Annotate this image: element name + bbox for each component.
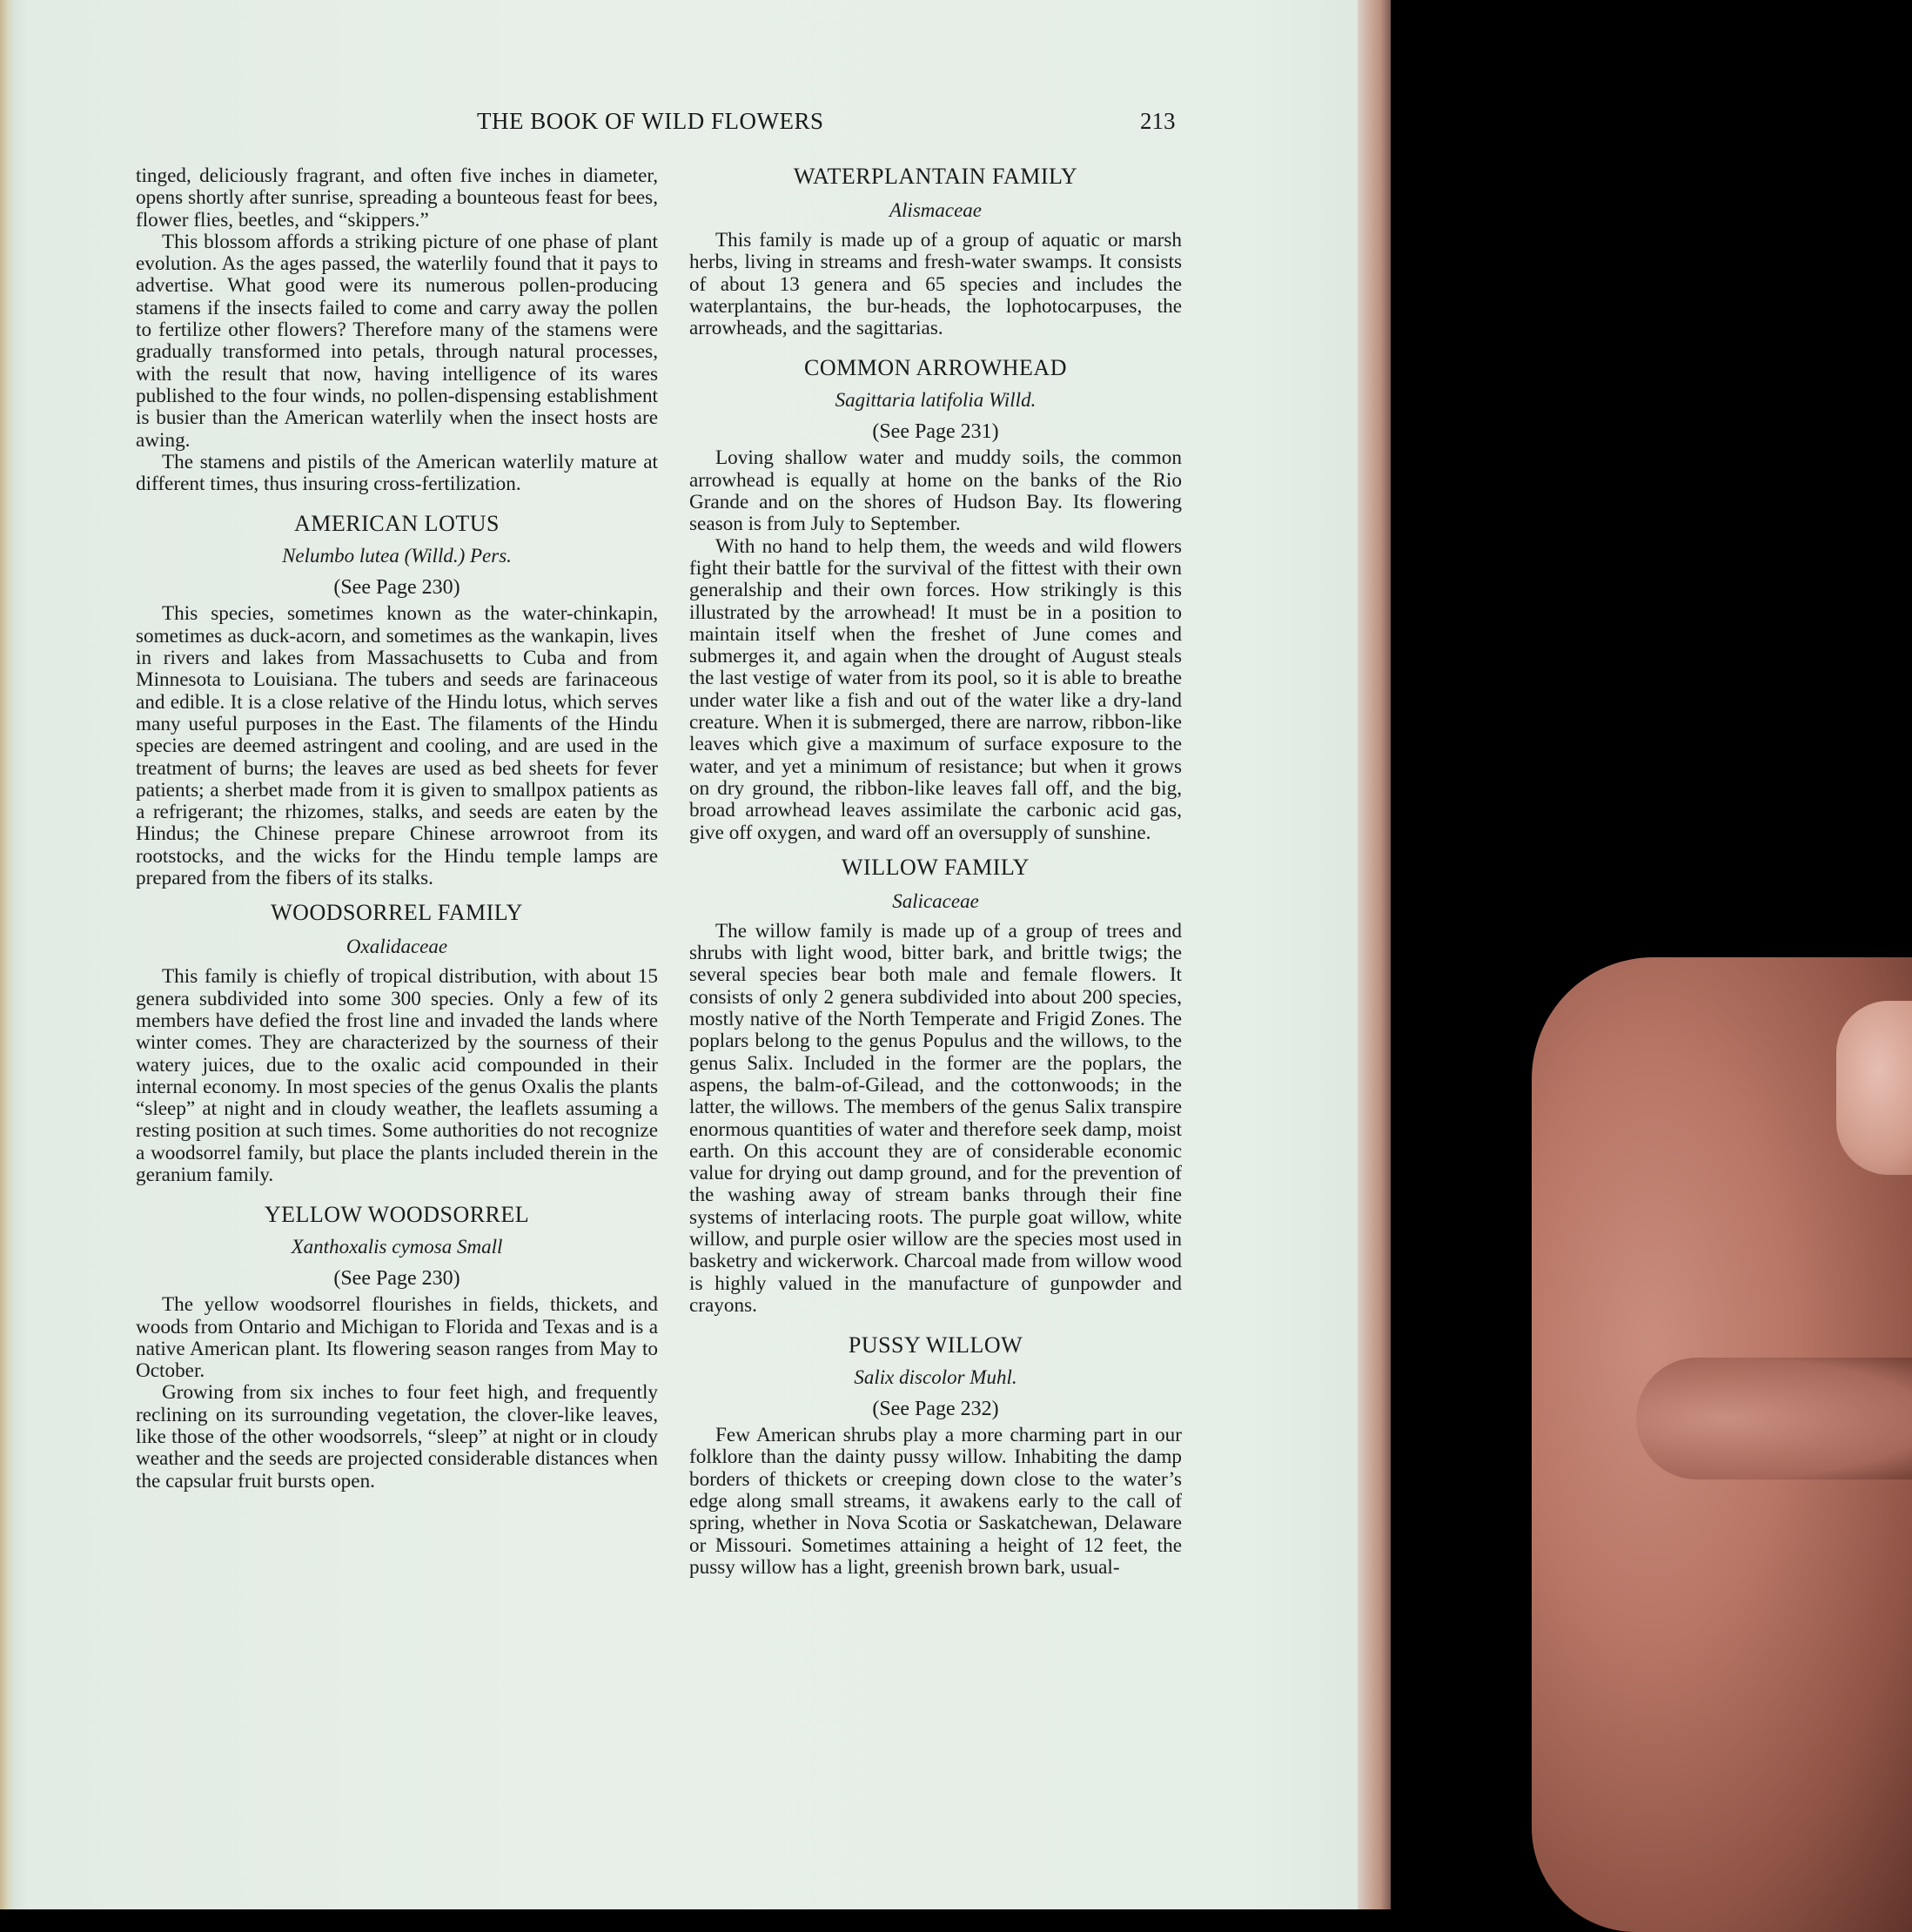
section-heading-willow-family: WILLOW FAMILY (842, 854, 1030, 880)
left-column (136, 165, 658, 1493)
page-header (131, 108, 1175, 143)
thumbnail-nail (1836, 1001, 1912, 1175)
paragraph: This family is chiefly of tropical distribution, with about 15 genera subdivided into some 300 species. Only a few of its members have defied the frost line and invaded the lands where winter comes. They are characterized by the sourness of their watery juices, due to the oxalic acid compounded in their internal economy. In most species of the genus Oxalis the plants “sleep” at night and in cloudy weather, the leaflets assuming a resting position at such times. Some authorities do not recognize a woodsorrel family, but place the plants included therein in the geranium family. (136, 965, 658, 1186)
page-reference: (See Page 230) (333, 576, 460, 600)
latin-name: Salicaceae (892, 889, 979, 912)
section-heading-pussy-willow: PUSSY WILLOW (848, 1332, 1023, 1358)
latin-name: Salix discolor Muhl. (854, 1366, 1017, 1389)
paragraph: The stamens and pistils of the American waterlily mature at different times, thus insuring cross-fertilization. (136, 450, 658, 496)
page-reference: (See Page 231) (872, 420, 999, 444)
page-number: 213 (1140, 108, 1176, 134)
page-reference: (See Page 230) (333, 1267, 460, 1291)
page-stack-edge (1358, 0, 1391, 1909)
latin-name: Sagittaria latifolia Willd. (835, 389, 1037, 412)
section-heading-yellow-woodsorrel: YELLOW WOODSORREL (264, 1202, 530, 1228)
paragraph: tinged, deliciously fragrant, and often five inches in diameter, opens shortly after sunrise, spreading a bounteous feast for bees, flower flies, beetles, and “skippers.” (136, 164, 658, 231)
latin-name: Oxalidaceae (346, 936, 448, 958)
paragraph: This species, sometimes known as the water-chinkapin, sometimes as duck-acorn, and sometimes as the wankapin, lives in rivers and lakes from Massachusetts to Cuba and from Minnesota to Louisiana. The tubers and seeds are farinaceous and edible. It is a close relative of the Hindu lotus, which serves many useful purposes in the East. The filaments of the Hindu species are deemed astringent and cooling, and are used in the treatment of burns; the leaves are used as bed sheets for fever patients; a sherbet made from it is given to smallpox patients as a refrigerant; the rhizomes, stalks, and seeds are eaten by the Hindus; the Chinese prepare Chinese arrowroot from its rootstocks, and the wicks for the Hindu temple lamps are prepared from the fibers of its stalks. (136, 602, 658, 890)
latin-name: Alismaceae (889, 199, 982, 221)
section-heading-woodsorrel-family: WOODSORREL FAMILY (271, 900, 523, 926)
latin-name: Nelumbo lutea (Willd.) Pers. (282, 545, 512, 567)
paragraph: Growing from six inches to four feet high, and frequently reclining on its surrounding vegetation, the clover-like leaves, like those of the other woodsorrels, “sleep” at night or in cloudy weather and the seeds are projected considerable distances when the capsular fruit bursts open. (136, 1381, 658, 1493)
paragraph: Loving shallow water and muddy soils, the common arrowhead is equally at home on the banks of the Rio Grande and on the shores of Hudson Bay. Its flowering season is from July to September. (689, 446, 1182, 536)
holding-finger (1636, 1358, 1912, 1479)
section-heading-american-lotus: AMERICAN LOTUS (294, 511, 500, 537)
latin-name: Xanthoxalis cymosa Small (291, 1236, 503, 1258)
running-title: THE BOOK OF WILD FLOWERS (477, 108, 824, 134)
spine-shadow (0, 0, 14, 1909)
section-heading-common-arrowhead: COMMON ARROWHEAD (804, 355, 1067, 381)
paragraph: With no hand to help them, the weeds and wild flowers fight their battle for the survival of the fittest with their own generalship and their own forces. How strikingly is this illustrated by the arrowhead! It must be in a position to maintain itself when the freshet of June comes and submerges it, and again when the drought of August steals the last vestige of water from its pool, so it is able to breathe under water like a fish and out of the water like a dry-land creature. When it is submerged, there are narrow, ribbon-like leaves which give a maximum of surface exposure to the water, and yet a minimum of resistance; but when it grows on dry ground, the ribbon-like leaves fall off, and the big, broad arrowhead leaves assimilate the carbonic acid gas, give off oxygen, and ward off an oversupply of sunshine. (689, 534, 1182, 844)
paragraph: The willow family is made up of a group of trees and shrubs with light wood, bitter bark, and brittle twigs; the several species bear both male and female flowers. It consists of only 2 genera subdivided into about 200 species, mostly native of the North Temperate and Frigid Zones. The poplars belong to the genus Populus and the willows, to the genus Salix. Included in the former are the poplars, the aspens, the balm-of-Gilead, and the cottonwoods; in the latter, the willows. The members of the genus Salix transpire enormous quantities of water and therefore seek damp, moist earth. On this account they are of considerable economic value for drying out damp ground, and for the prevention of the washing away of stream banks through their fine systems of interlacing roots. The purple goat willow, white willow, and purple osier willow are the species most used in basketry and wickerwork. Charcoal made from willow wood is highly valued in the manufacture of gunpowder and crayons. (689, 919, 1182, 1317)
paragraph: Few American shrubs play a more charming part in our folklore than the dainty pussy willow. Inhabiting the damp borders of thickets or creeping down close to the water’s edge along small streams, it awakens early to the call of spring, whether in Nova Scotia or Saskatchewan, Delaware or Missouri. Sometimes attaining a height of 12 feet, the pussy willow has a light, greenish brown bark, usual- (689, 1424, 1182, 1579)
right-column (689, 165, 1182, 1579)
paragraph: The yellow woodsorrel flourishes in fields, thickets, and woods from Ontario and Michigan to Florida and Texas and is a native American plant. Its flowering season ranges from May to October. (136, 1293, 658, 1383)
page-reference: (See Page 232) (872, 1398, 999, 1421)
paragraph: This blossom affords a striking picture of one phase of plant evolution. As the ages passed, the waterlily found that it pays to advertise. What good were its numerous pollen-producing stamens if the insects failed to come and carry away the pollen to fertilize other flowers? Therefore many of the stamens were gradually transformed into petals, through natural processes, with the result that now, having intelligence of its wares published to the four winds, no pollen-dispensing establishment is busier than the American waterlily when the insect hosts are awing. (136, 230, 658, 452)
paragraph: This family is made up of a group of aquatic or marsh herbs, living in streams and fresh-water swamps. It consists of about 13 genera and 65 species and includes the waterplantains, the bur-heads, the lophotocarpuses, the arrowheads, and the sagittarias. (689, 229, 1182, 340)
section-heading-waterplantain-family: WATERPLANTAIN FAMILY (793, 164, 1078, 189)
